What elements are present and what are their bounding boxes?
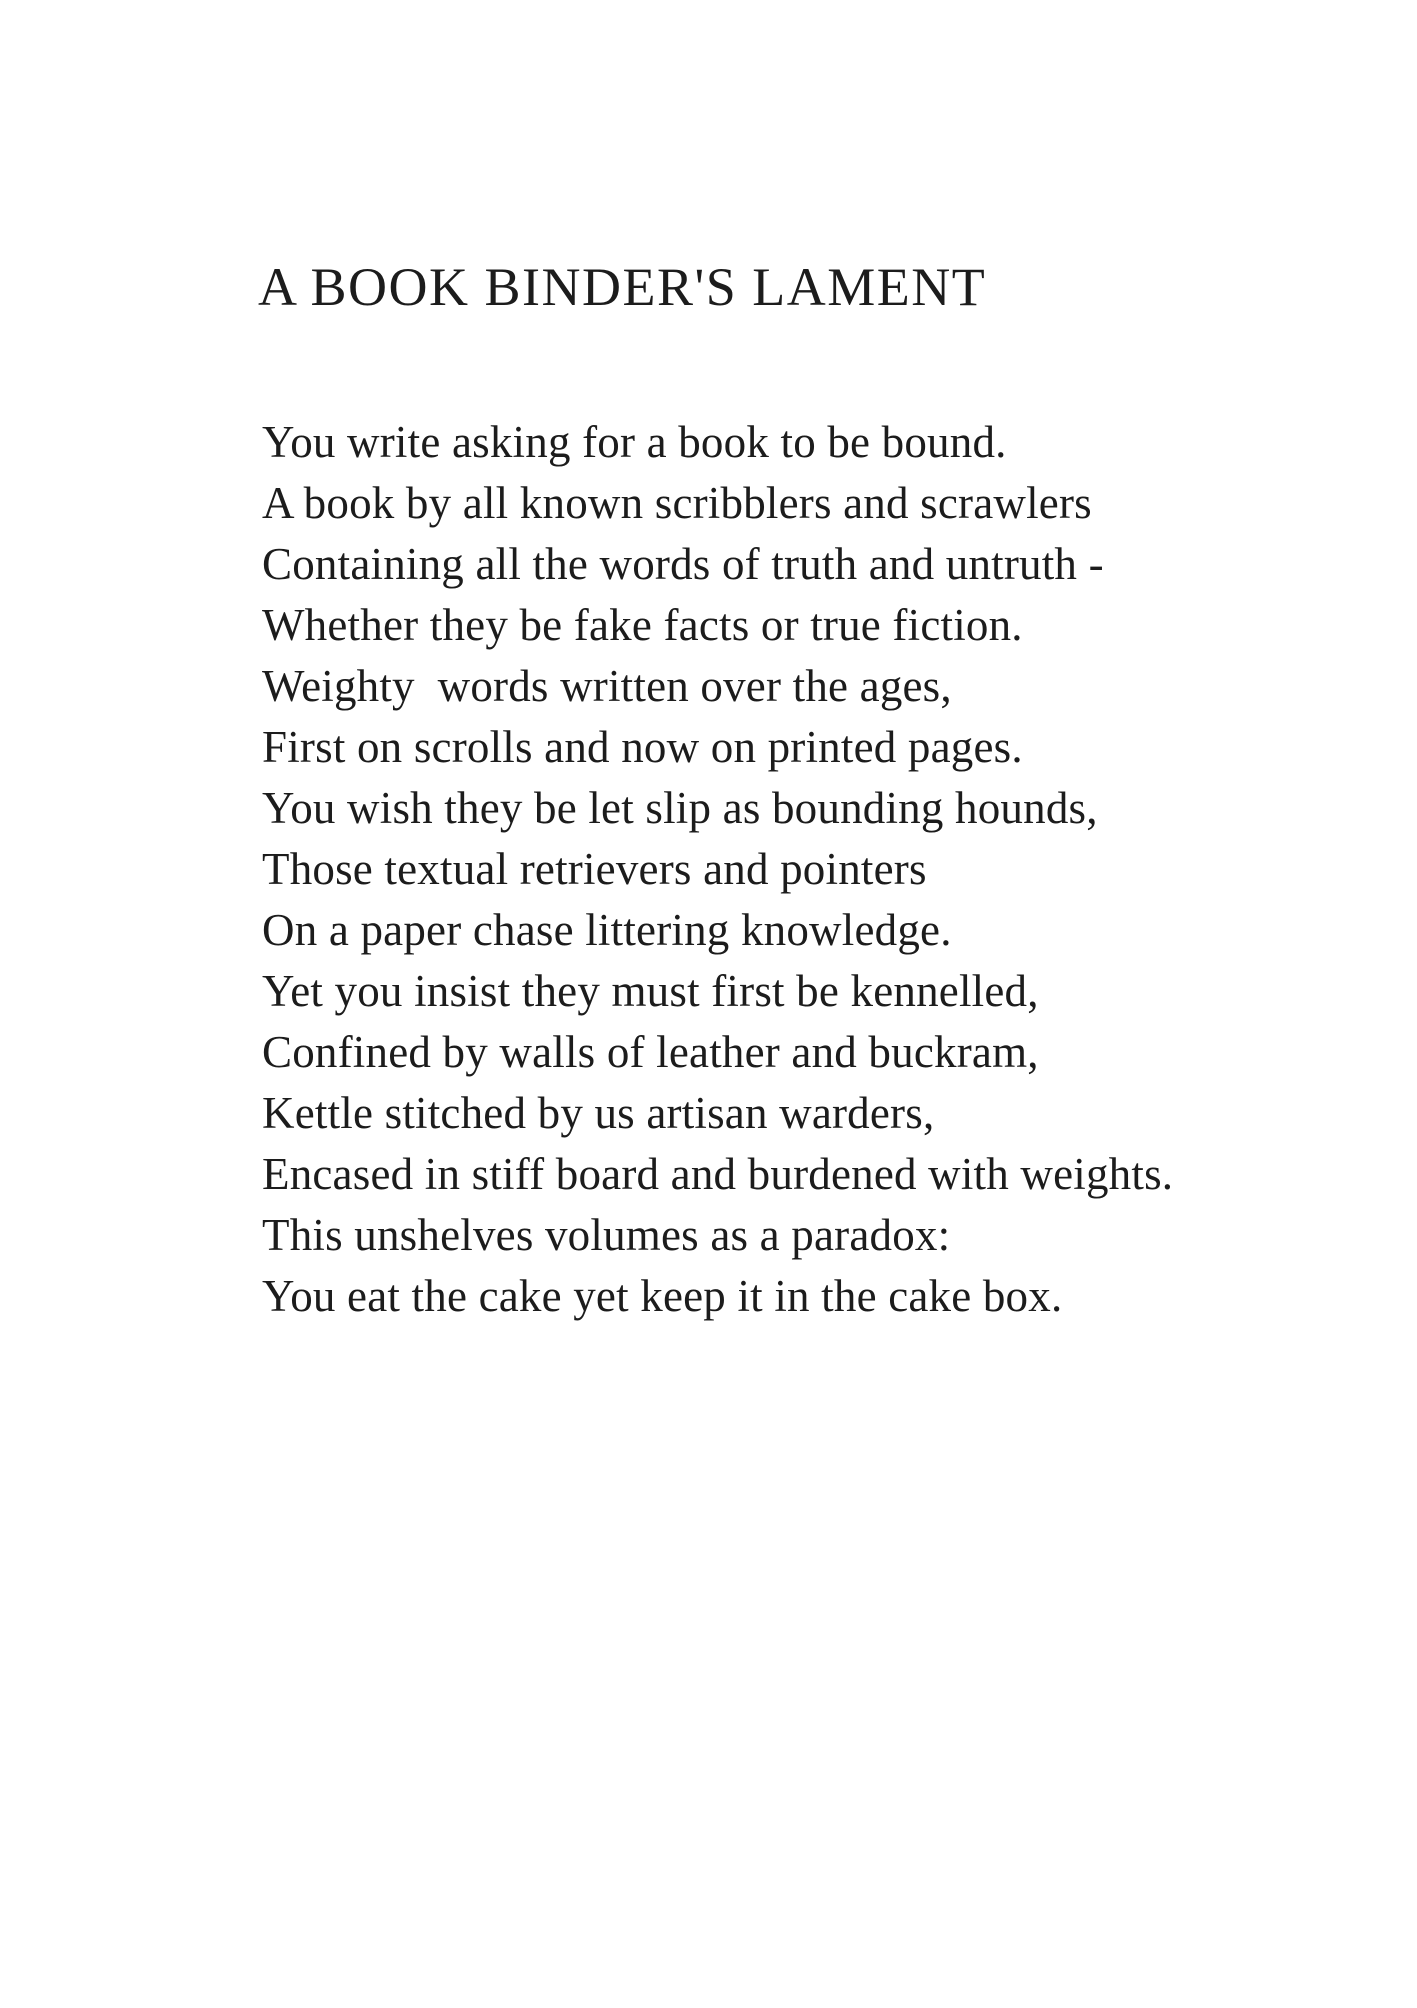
poem-line: Kettle stitched by us artisan warders, xyxy=(262,1088,935,1138)
poem-body xyxy=(262,412,1173,1327)
poem-line: Containing all the words of truth and untruth - xyxy=(262,539,1104,589)
poem-line: Weighty words written over the ages, xyxy=(262,661,952,711)
poem-title: A BOOK BINDER'S LAMENT xyxy=(258,257,987,317)
poem-line: You wish they be let slip as bounding hounds, xyxy=(262,783,1098,833)
poem-line: Confined by walls of leather and buckram, xyxy=(262,1027,1039,1077)
poem-line: Encased in stiff board and burdened with weights. xyxy=(262,1149,1174,1199)
poem-line: A book by all known scribblers and scrawlers xyxy=(262,478,1092,528)
poem-line: Those textual retrievers and pointers xyxy=(262,844,927,894)
poem-line: You eat the cake yet keep it in the cake box. xyxy=(262,1271,1063,1321)
poem-line: On a paper chase littering knowledge. xyxy=(262,905,952,955)
poem-line: You write asking for a book to be bound. xyxy=(262,417,1007,467)
poem-line: First on scrolls and now on printed pages. xyxy=(262,722,1023,772)
poem-line: Whether they be fake facts or true fiction. xyxy=(262,600,1023,650)
poem-line: This unshelves volumes as a paradox: xyxy=(262,1210,951,1260)
poem-line: Yet you insist they must first be kennelled, xyxy=(262,966,1039,1016)
